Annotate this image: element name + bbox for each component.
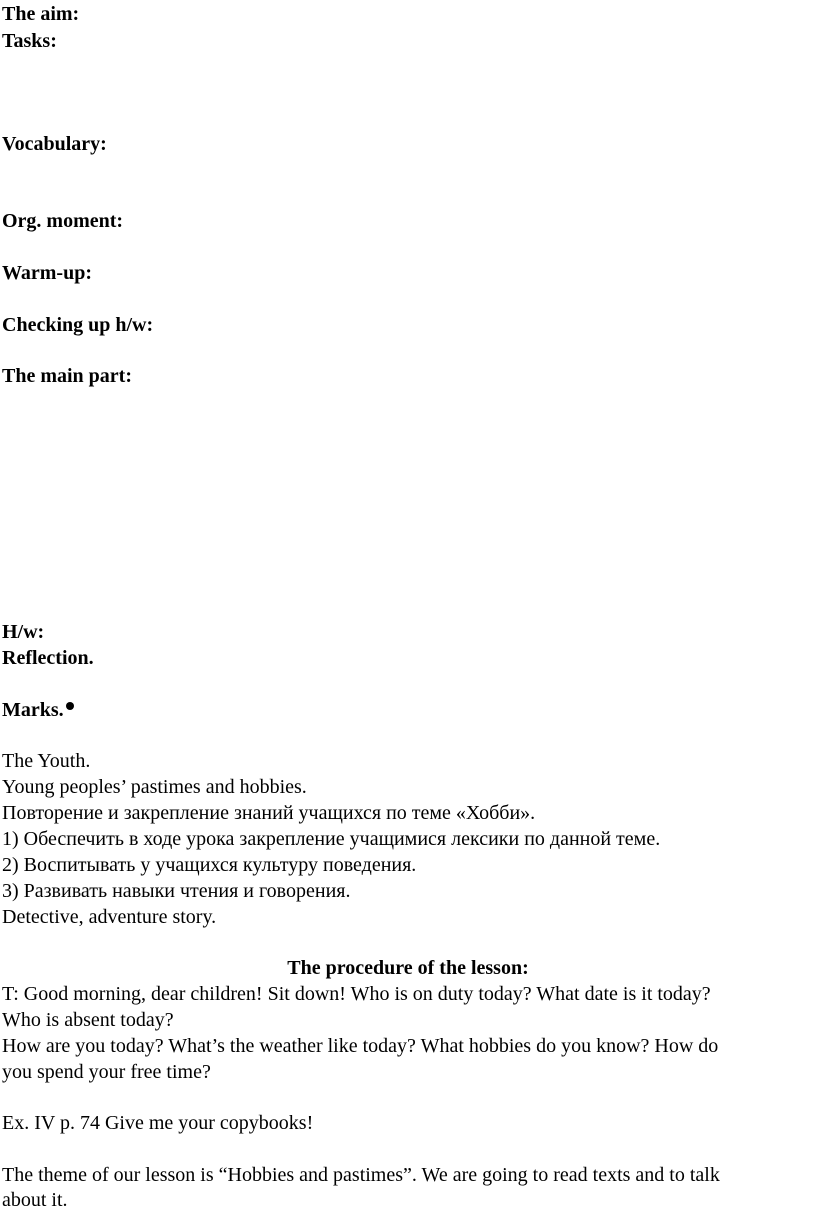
label-warm-up: Warm-up: — [2, 262, 92, 284]
label-main-part: The main part: — [2, 365, 132, 387]
label-marks-row — [2, 697, 74, 723]
procedure-line: about it. — [2, 1189, 68, 1211]
value-line: The Youth. — [2, 750, 91, 772]
value-line: Повторение и закрепление знаний учащихся по теме «Хобби». — [2, 802, 536, 824]
value-line: 3) Развивать навыки чтения и говорения. — [2, 880, 351, 902]
label-marks: Marks. — [2, 699, 64, 721]
value-line: 2) Воспитывать у учащихся культуру поведения. — [2, 854, 417, 876]
procedure-line: How are you today? What’s the weather like today? What hobbies do you know? How do — [2, 1035, 719, 1057]
label-vocabulary: Vocabulary: — [2, 133, 107, 155]
label-org-moment: Org. moment: — [2, 210, 124, 232]
label-tasks: Tasks: — [2, 30, 57, 52]
procedure-line: Ex. IV p. 74 Give me your copybooks! — [2, 1112, 314, 1134]
value-line: Detective, adventure story. — [2, 906, 217, 928]
bullet-icon — [66, 702, 74, 710]
procedure-line: you spend your free time? — [2, 1061, 211, 1083]
procedure-heading: The procedure of the lesson: — [287, 957, 529, 979]
value-line: 1) Обеспечить в ходе урока закрепление учащимися лексики по данной теме. — [2, 828, 661, 850]
value-line: Young peoples’ pastimes and hobbies. — [2, 776, 307, 798]
label-hw: H/w: — [2, 621, 45, 643]
procedure-line: T: Good morning, dear children! Sit down! Who is on duty today? What date is it today? — [2, 983, 711, 1005]
procedure-line: The theme of our lesson is “Hobbies and pastimes”. We are going to read texts and to talk — [2, 1164, 720, 1186]
label-reflection: Reflection. — [2, 647, 94, 669]
procedure-line: Who is absent today? — [2, 1009, 174, 1031]
label-checking-hw: Checking up h/w: — [2, 314, 154, 336]
label-aim: The aim: — [2, 3, 80, 25]
